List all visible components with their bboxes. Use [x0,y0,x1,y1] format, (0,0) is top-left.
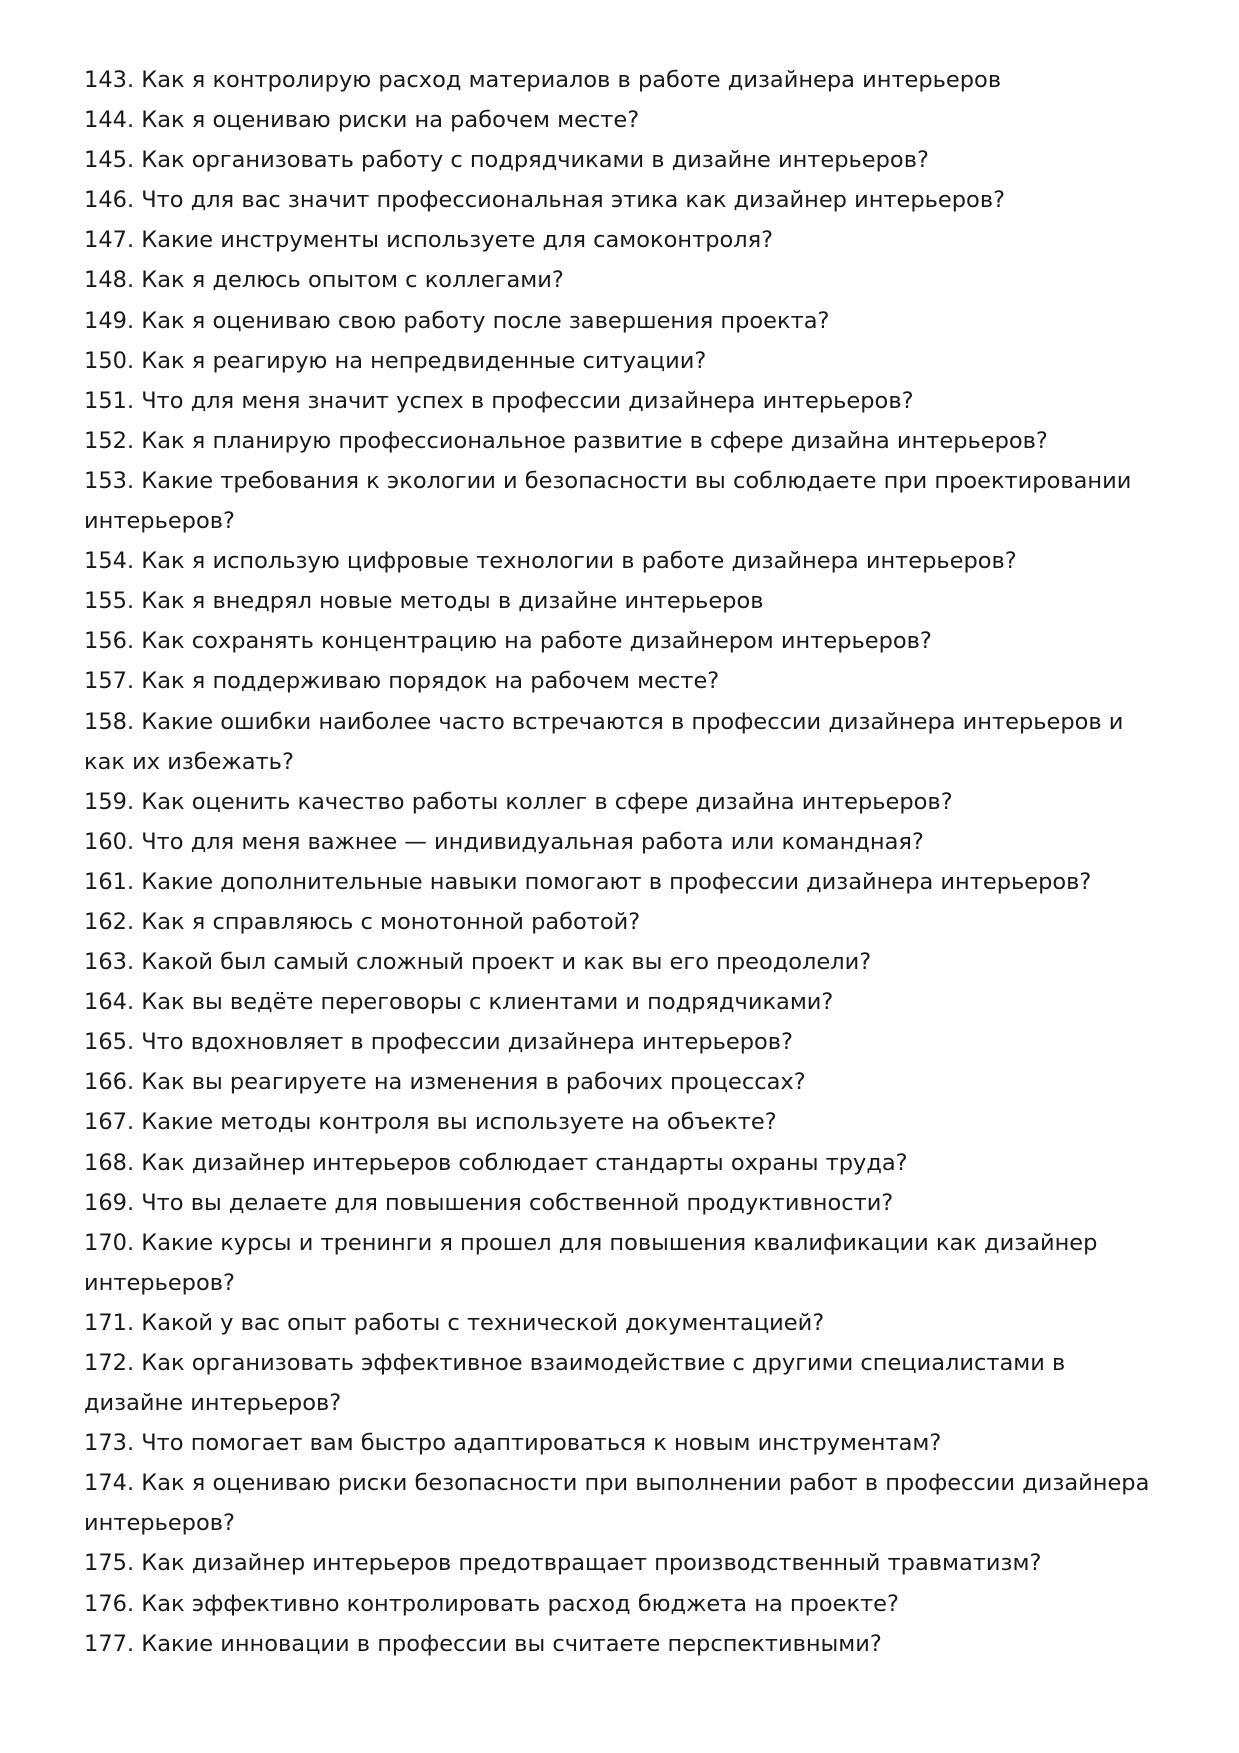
question-item: 157. Как я поддерживаю порядок на рабочем месте? [84,668,720,695]
question-item: 169. Что вы делаете для повышения собственной продуктивности? [84,1189,894,1216]
question-item: 158. Какие ошибки наиболее часто встречаются в профессии дизайнера интерьеров и как их избежать? [84,708,1124,775]
question-item: 145. Как организовать работу с подрядчиками в дизайне интерьеров? [84,147,929,174]
question-item: 148. Как я делюсь опытом с коллегами? [84,267,564,294]
question-item: 160. Что для меня важнее — индивидуальная работа или командная? [84,828,924,855]
question-item: 176. Как эффективно контролировать расход бюджета на проекте? [84,1590,899,1617]
question-item: 152. Как я планирую профессиональное развитие в сфере дизайна интерьеров? [84,427,1048,454]
question-item: 151. Что для меня значит успех в профессии дизайнера интерьеров? [84,387,914,414]
question-item: 147. Какие инструменты используете для самоконтроля? [84,227,774,254]
question-item: 164. Как вы ведёте переговоры с клиентами и подрядчиками? [84,989,834,1016]
question-item: 159. Как оценить качество работы коллег в сфере дизайна интерьеров? [84,788,953,815]
question-item: 161. Какие дополнительные навыки помогают в профессии дизайнера интерьеров? [84,868,1092,895]
question-item: 143. Как я контролирую расход материалов в работе дизайнера интерьеров [84,67,1002,93]
question-item: 172. Как организовать эффективное взаимодействие с другими специалистами в дизайне интерьеров? [84,1350,1066,1417]
question-item: 166. Как вы реагируете на изменения в рабочих процессах? [84,1069,806,1096]
question-item: 165. Что вдохновляет в профессии дизайнера интерьеров? [84,1029,793,1056]
question-item: 153. Какие требования к экологии и безопасности вы соблюдаете при проектировании интерьеров? [84,467,1132,535]
question-item: 144. Как я оцениваю риски на рабочем месте? [84,107,640,134]
question-item: 156. Как сохранять концентрацию на работе дизайнером интерьеров? [84,628,932,655]
question-item: 171. Какой у вас опыт работы с технической документацией? [84,1309,825,1336]
question-item: 149. Как я оцениваю свою работу после завершения проекта? [84,307,830,334]
question-item: 154. Как я использую цифровые технологии в работе дизайнера интерьеров? [84,548,1017,575]
question-item: 146. Что для вас значит профессиональная этика как дизайнер интерьеров? [84,187,1006,214]
question-item: 175. Как дизайнер интерьеров предотвращает производственный травматизм? [84,1550,1042,1577]
question-item: 170. Какие курсы и тренинги я прошел для повышения квалификации как дизайнер интерьеров? [84,1229,1098,1296]
question-item: 173. Что помогает вам быстро адаптироваться к новым инструментам? [84,1430,942,1457]
question-list [84,60,1154,1664]
question-item: 162. Как я справляюсь с монотонной работой? [84,908,641,935]
question-item: 155. Как я внедрял новые методы в дизайне интерьеров [84,588,764,615]
question-item: 168. Как дизайнер интерьеров соблюдает стандарты охраны труда? [84,1149,908,1176]
document-page [84,60,1154,1664]
question-item: 150. Как я реагирую на непредвиденные ситуации? [84,347,707,374]
question-item: 174. Как я оцениваю риски безопасности при выполнении работ в профессии дизайнера интерьеров? [84,1470,1150,1537]
question-item: 177. Какие инновации в профессии вы считаете перспективными? [84,1630,882,1657]
question-item: 167. Какие методы контроля вы используете на объекте? [84,1109,777,1136]
question-item: 163. Какой был самый сложный проект и как вы его преодолели? [84,949,872,976]
